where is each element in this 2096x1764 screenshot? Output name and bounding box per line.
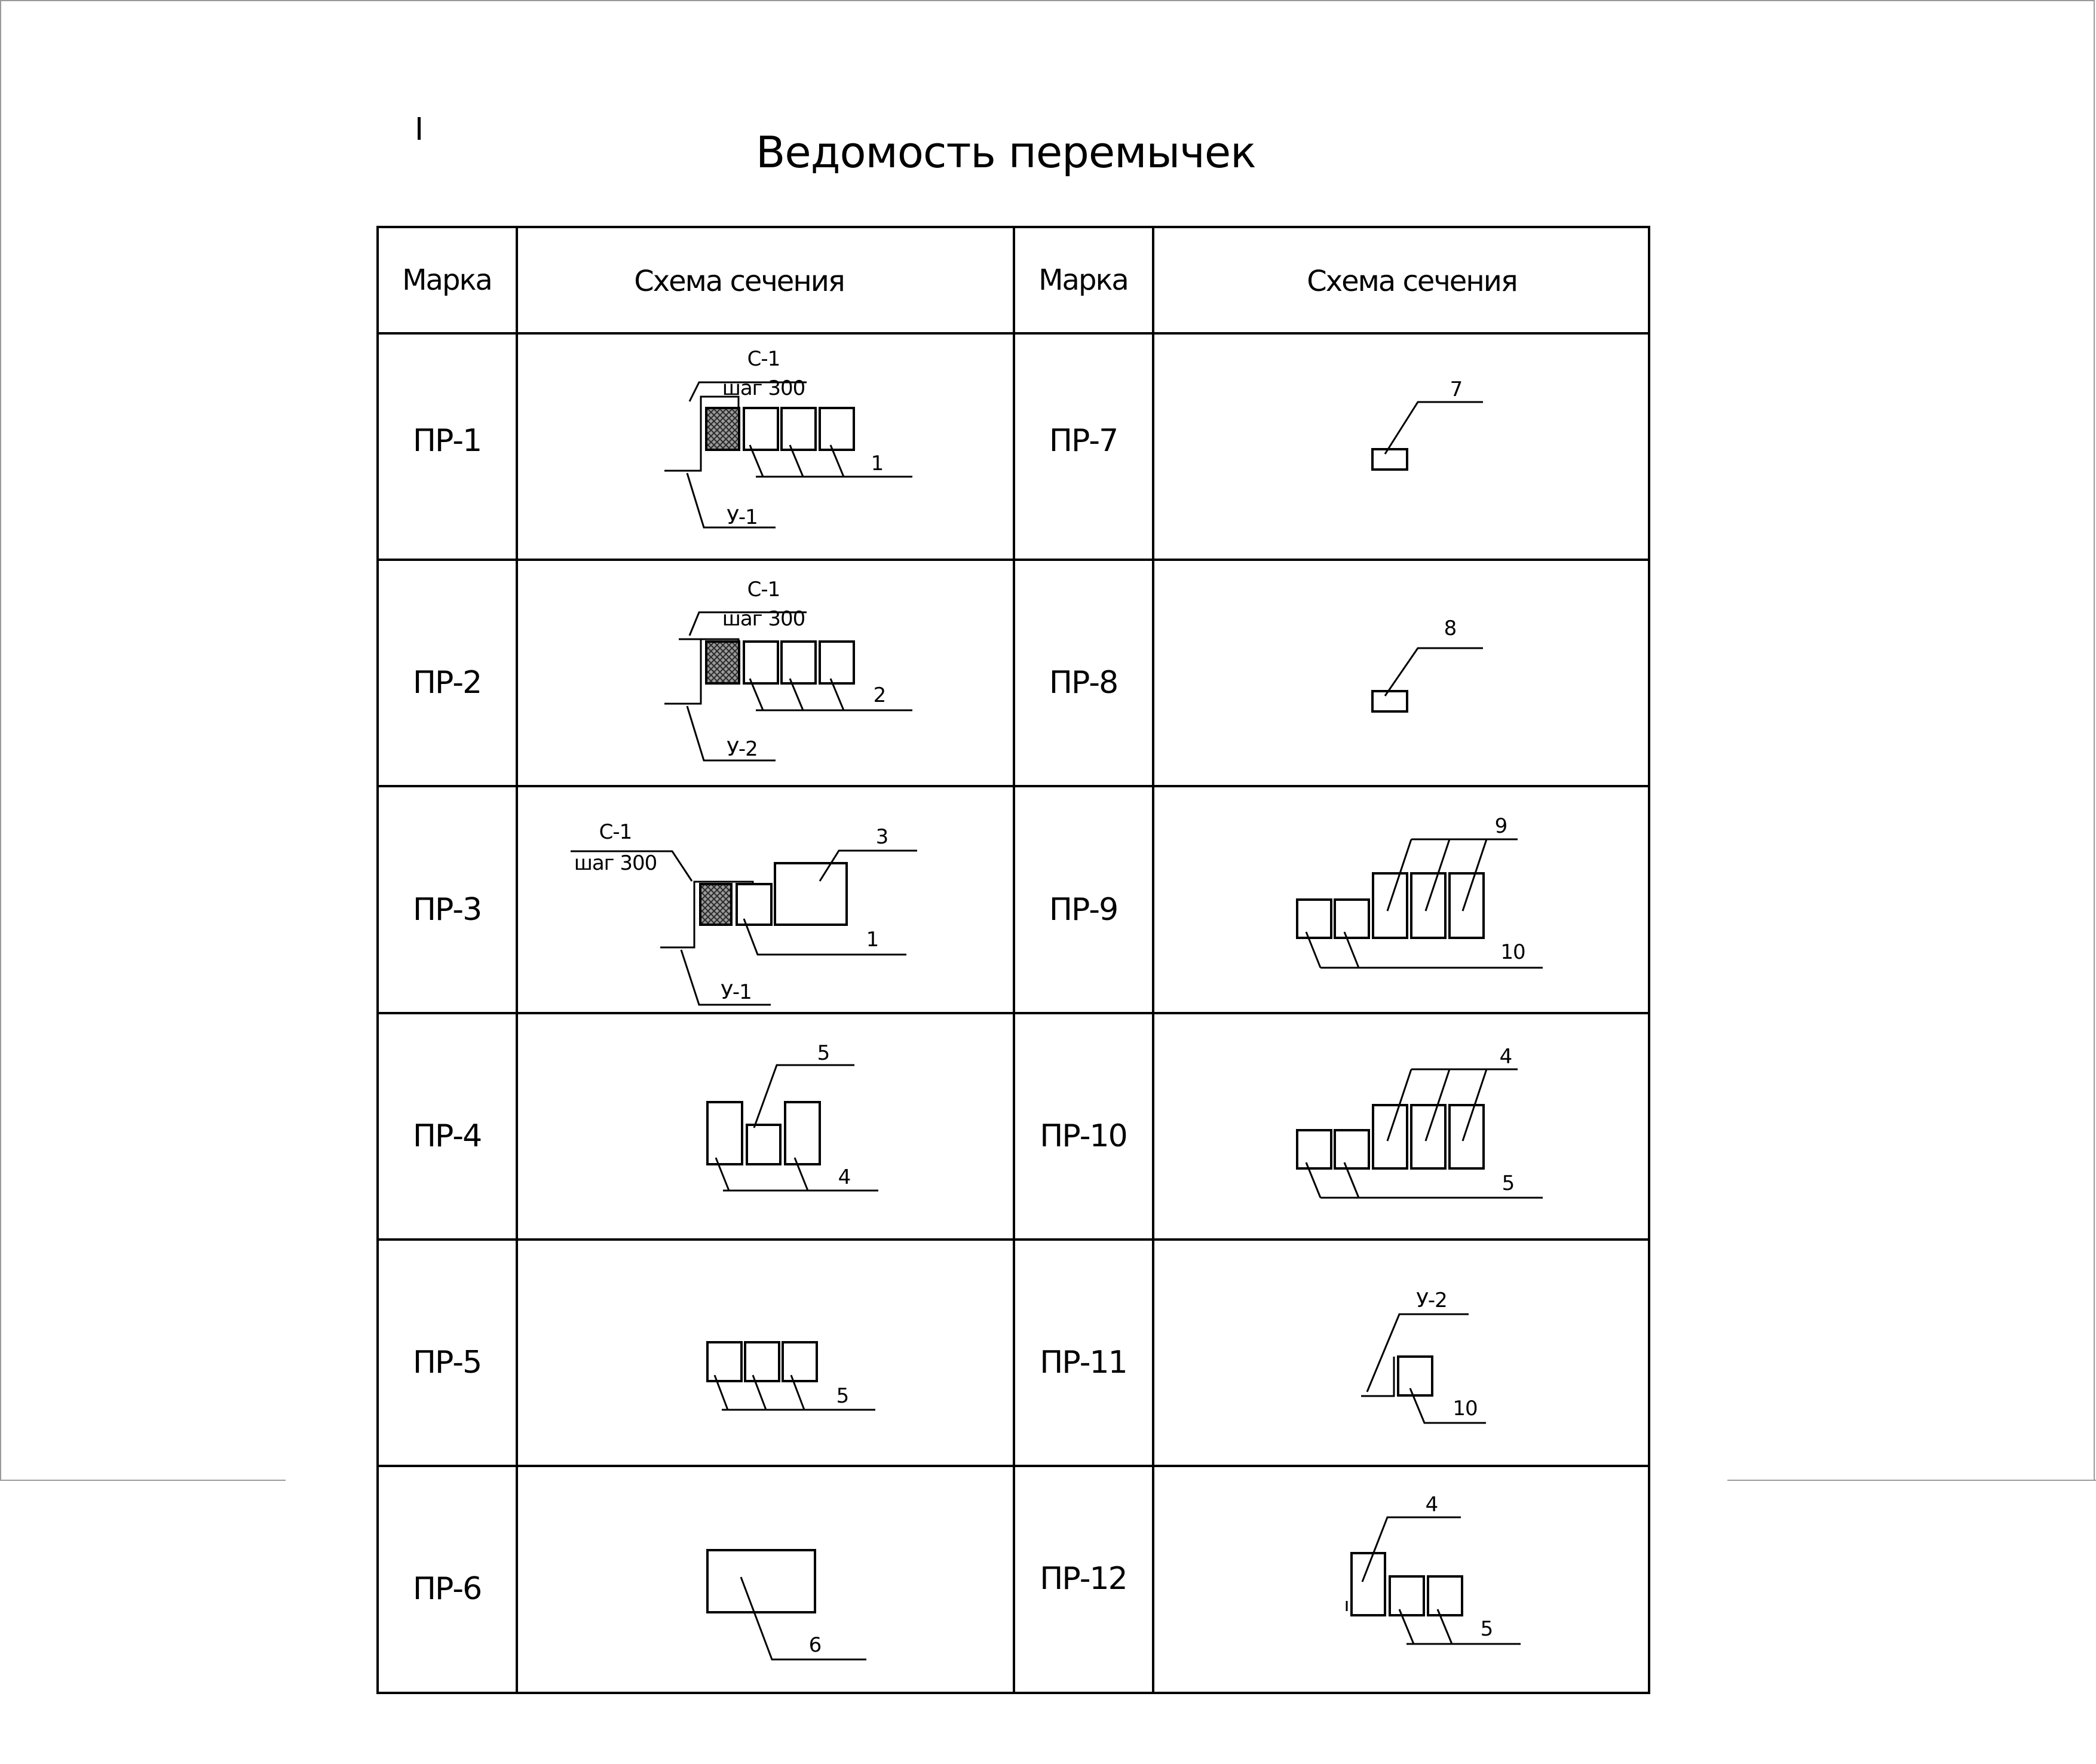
position-number: 2 bbox=[873, 683, 886, 707]
lintel-block bbox=[1297, 900, 1331, 938]
lintel-block-tall bbox=[1411, 1105, 1445, 1168]
mark-label: ПР-2 bbox=[412, 665, 482, 701]
mark-column-left bbox=[413, 423, 481, 1607]
lintel-block-wide bbox=[707, 1550, 815, 1612]
mark-label: ПР-11 bbox=[1040, 1345, 1127, 1380]
mark-label: ПР-7 bbox=[1049, 423, 1118, 459]
header-scheme-right: Схема сечения bbox=[1307, 265, 1517, 298]
sheet-title: Ведомость перемычек bbox=[756, 127, 1256, 177]
table-grid bbox=[378, 227, 1649, 1693]
mark-label: ПР-6 bbox=[412, 1571, 482, 1607]
lintel-block-flat bbox=[1372, 449, 1407, 470]
lintel-block bbox=[1398, 1357, 1432, 1395]
label-c: С-1 bbox=[747, 578, 780, 602]
position-number: 4 bbox=[1499, 1045, 1512, 1069]
mark-label: ПР-5 bbox=[412, 1345, 482, 1380]
scheme-pr-2 bbox=[664, 578, 912, 761]
scheme-pr-10 bbox=[1297, 1045, 1543, 1198]
table-header bbox=[402, 263, 1517, 298]
mark-label: ПР-9 bbox=[1049, 892, 1118, 928]
lintel-block-flat bbox=[1372, 691, 1407, 711]
steel-angle bbox=[1361, 1357, 1394, 1396]
lintel-block bbox=[782, 642, 816, 683]
hatched-insulation bbox=[706, 642, 739, 683]
label-step: шаг 300 bbox=[574, 851, 657, 875]
position-number: 3 bbox=[875, 825, 888, 849]
lintel-block-tall bbox=[1373, 1105, 1407, 1168]
hatched-insulation bbox=[706, 408, 739, 450]
scheme-pr-3 bbox=[571, 820, 917, 1005]
lintel-block bbox=[744, 408, 778, 450]
position-number: 9 bbox=[1494, 814, 1507, 838]
lintel-block-tall bbox=[1450, 873, 1484, 938]
mark-label: ПР-1 bbox=[412, 423, 482, 459]
position-number: 7 bbox=[1450, 378, 1463, 401]
lintel-block bbox=[1335, 1130, 1369, 1168]
scheme-pr-12 bbox=[1347, 1493, 1521, 1644]
position-number: 5 bbox=[836, 1384, 849, 1408]
mark-column-right bbox=[1040, 423, 1126, 1597]
position-number: 5 bbox=[1501, 1171, 1515, 1195]
leader-line bbox=[1385, 402, 1483, 454]
position-number: 4 bbox=[1425, 1493, 1438, 1517]
header-mark-left: Марка bbox=[402, 263, 492, 297]
scheme-pr-8 bbox=[1372, 616, 1483, 711]
label-u: У-2 bbox=[1416, 1289, 1447, 1312]
position-number: 10 bbox=[1453, 1397, 1478, 1421]
lintel-block-tall bbox=[1352, 1553, 1385, 1615]
scheme-pr-4 bbox=[707, 1041, 878, 1191]
label-step: шаг 300 bbox=[722, 607, 805, 631]
position-number: 6 bbox=[808, 1633, 822, 1657]
lintel-block bbox=[785, 1102, 820, 1164]
lintel-block bbox=[745, 1342, 779, 1381]
scheme-pr-6 bbox=[707, 1550, 866, 1659]
label-c: С-1 bbox=[747, 347, 780, 371]
scheme-pr-1 bbox=[664, 347, 912, 529]
header-mark-right: Марка bbox=[1038, 263, 1128, 297]
mark-label: ПР-4 bbox=[412, 1118, 482, 1154]
lintel-block bbox=[820, 408, 854, 450]
hatched-insulation bbox=[700, 884, 731, 925]
mark-label: ПР-10 bbox=[1040, 1118, 1127, 1154]
mark-label: ПР-3 bbox=[412, 892, 482, 928]
mark-label: ПР-12 bbox=[1040, 1561, 1127, 1597]
position-number: 1 bbox=[866, 928, 879, 952]
lintel-block bbox=[1428, 1576, 1462, 1615]
lintel-block bbox=[1297, 1130, 1331, 1168]
lintel-block bbox=[782, 408, 816, 450]
position-number: 1 bbox=[871, 452, 884, 475]
lintel-block bbox=[783, 1342, 817, 1381]
position-number: 4 bbox=[838, 1165, 851, 1189]
leader-line bbox=[1385, 648, 1483, 696]
label-c: С-1 bbox=[599, 820, 632, 844]
scheme-pr-7 bbox=[1372, 378, 1483, 470]
lintel-block bbox=[1335, 900, 1369, 938]
position-number: 5 bbox=[817, 1041, 830, 1065]
scheme-pr-11 bbox=[1361, 1289, 1486, 1423]
label-step: шаг 300 bbox=[722, 376, 805, 400]
lintel-block-small bbox=[747, 1125, 780, 1164]
lintel-block bbox=[737, 884, 771, 925]
position-number: 10 bbox=[1500, 940, 1525, 964]
lintel-block bbox=[707, 1102, 742, 1164]
position-number: 5 bbox=[1480, 1617, 1493, 1641]
lintel-block bbox=[744, 642, 778, 683]
lintel-block bbox=[1390, 1576, 1424, 1615]
scheme-pr-5 bbox=[707, 1342, 875, 1410]
label-u: У-2 bbox=[727, 737, 758, 761]
label-u: У-1 bbox=[727, 505, 758, 529]
label-u: У-1 bbox=[721, 980, 752, 1004]
scheme-pr-9 bbox=[1297, 814, 1543, 968]
position-number: 8 bbox=[1444, 616, 1457, 640]
lintel-block-tall bbox=[1450, 1105, 1484, 1168]
lintel-block-large bbox=[775, 863, 847, 925]
mark-label: ПР-8 bbox=[1049, 665, 1118, 701]
header-scheme-left: Схема сечения bbox=[634, 265, 844, 298]
lintel-block bbox=[820, 642, 854, 683]
lintel-block bbox=[707, 1342, 741, 1381]
